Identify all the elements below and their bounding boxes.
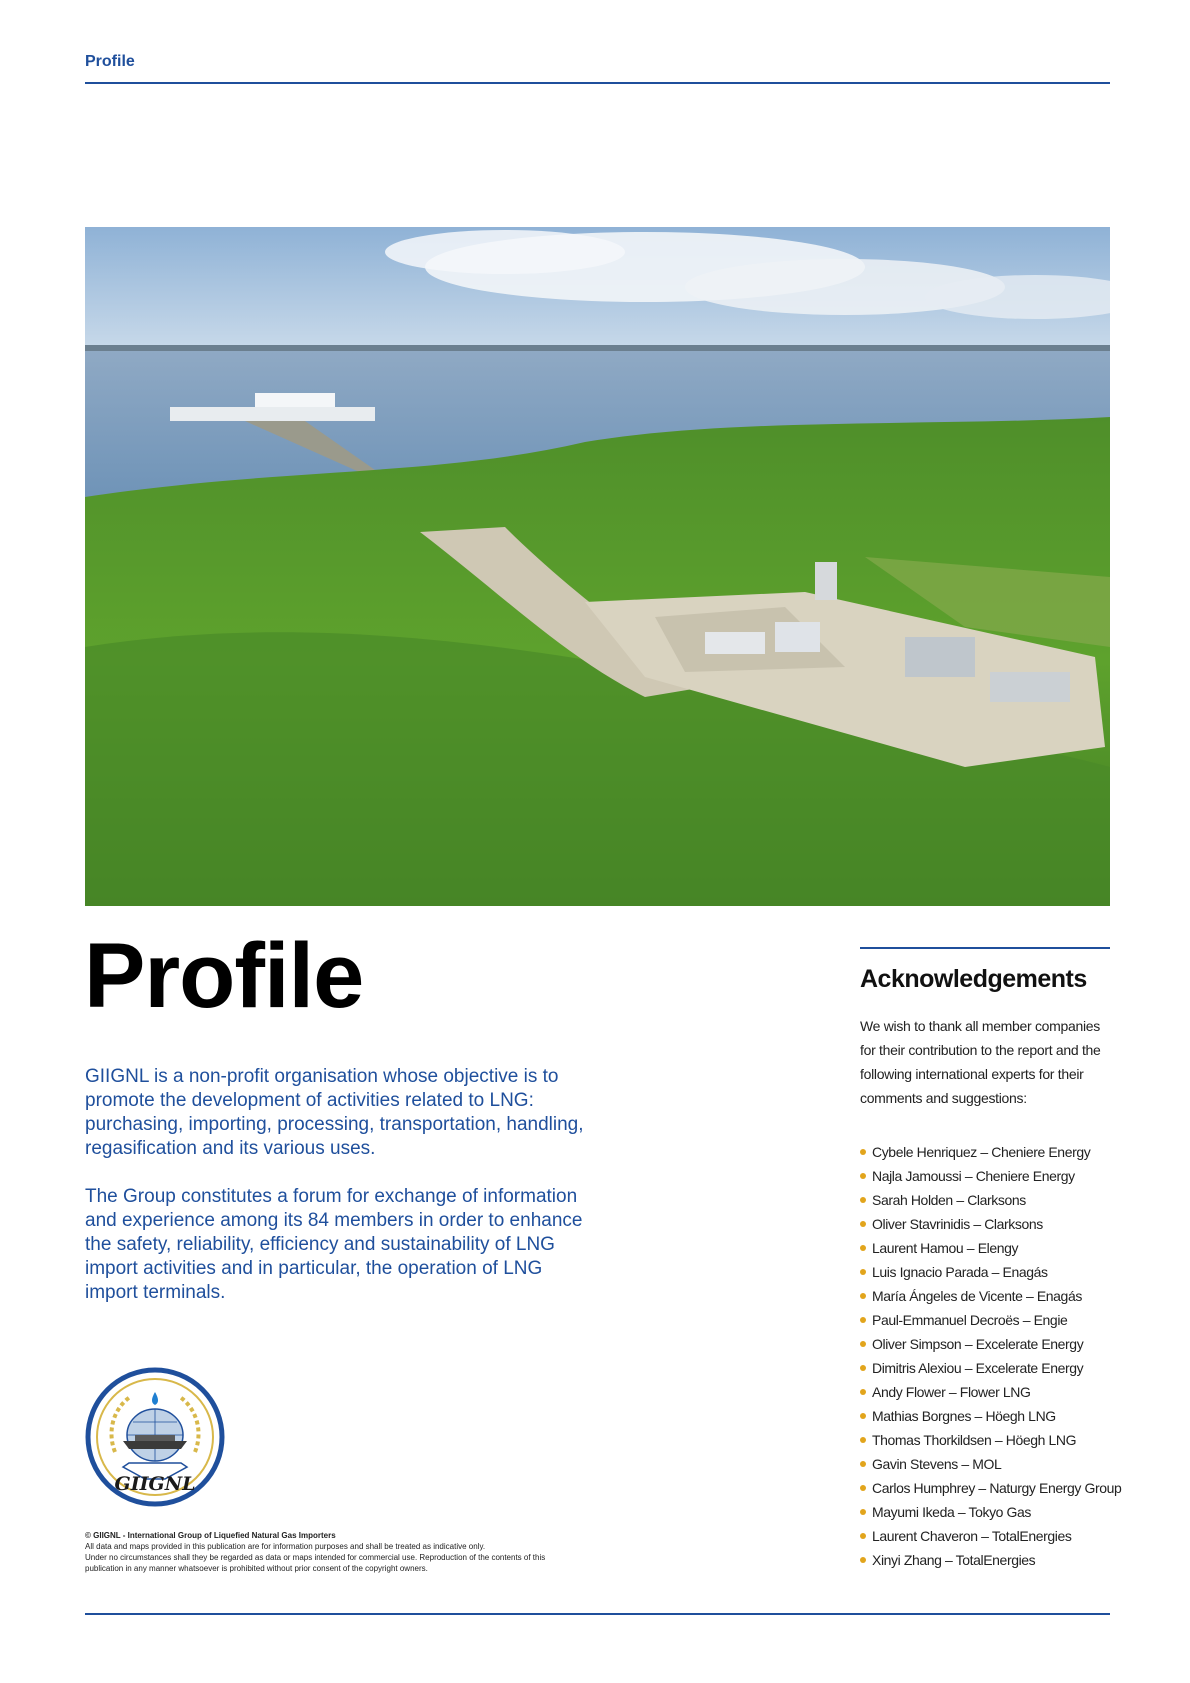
- expert-name: Carlos Humphrey: [872, 1480, 975, 1496]
- expert-list-item: [860, 1308, 1110, 1332]
- logo-wordmark: GIIGNL: [114, 1473, 196, 1495]
- expert-separator: –: [991, 1432, 1006, 1448]
- page-title: Profile: [84, 925, 364, 1027]
- expert-name: Dimitris Alexiou: [872, 1360, 962, 1376]
- bullet-icon: [860, 1269, 866, 1275]
- bullet-icon: [860, 1557, 866, 1563]
- expert-name: María Ángeles de Vicente: [872, 1288, 1023, 1304]
- expert-list-item: [860, 1140, 1110, 1164]
- expert-company: Höegh LNG: [985, 1408, 1056, 1424]
- expert-list-item: [860, 1476, 1122, 1500]
- bullet-icon: [860, 1317, 866, 1323]
- expert-company: Höegh LNG: [1005, 1432, 1077, 1448]
- expert-name: Gavin Stevens: [872, 1456, 958, 1472]
- expert-name: Laurent Hamou: [872, 1240, 964, 1256]
- expert-name: Oliver Stavrinidis: [872, 1216, 970, 1232]
- intro-text: [85, 1065, 585, 1329]
- bullet-icon: [860, 1221, 866, 1227]
- intro-paragraph: GIIGNL is a non-profit organisation whose objective is to promote the development of activities related to LNG: purchasing, importing, processing, transportation, handling, regasification and its various uses.: [85, 1066, 584, 1159]
- expert-separator: –: [961, 1336, 976, 1352]
- expert-name: Oliver Simpson: [872, 1336, 962, 1352]
- bullet-icon: [860, 1365, 866, 1371]
- copyright-line: All data and maps provided in this publication are for information purposes and shall be treated as indicative only.: [85, 1542, 486, 1551]
- expert-separator: –: [945, 1384, 960, 1400]
- expert-separator: –: [988, 1264, 1003, 1280]
- expert-separator: –: [961, 1168, 976, 1184]
- expert-list-item: [860, 1164, 1110, 1188]
- bullet-icon: [860, 1485, 866, 1491]
- header-rule: [85, 82, 1110, 84]
- expert-separator: –: [1022, 1288, 1037, 1304]
- expert-list-item: [860, 1500, 1110, 1524]
- acknowledgements-panel: [860, 947, 1122, 1572]
- expert-list-item: [860, 1548, 1110, 1572]
- bullet-icon: [860, 1149, 866, 1155]
- expert-company: TotalEnergies: [991, 1528, 1072, 1544]
- expert-name: Najla Jamoussi: [872, 1168, 962, 1184]
- expert-separator: –: [963, 1240, 978, 1256]
- expert-company: TotalEnergies: [955, 1552, 1036, 1568]
- bullet-icon: [860, 1341, 866, 1347]
- experts-list: [860, 1140, 1122, 1572]
- expert-company: Elengy: [977, 1240, 1019, 1256]
- expert-separator: –: [954, 1504, 969, 1520]
- expert-company: Enagás: [1036, 1288, 1082, 1304]
- copyright-notice: [85, 1530, 575, 1574]
- acknowledgements-intro: We wish to thank all member companies for their contribution to the report and the following international experts for their comments and suggestions:: [860, 1018, 1101, 1106]
- expert-separator: –: [1019, 1312, 1034, 1328]
- expert-separator: –: [977, 1528, 992, 1544]
- running-header: Profile: [85, 53, 135, 70]
- bullet-icon: [860, 1389, 866, 1395]
- expert-list-item: [860, 1380, 1110, 1404]
- expert-name: Thomas Thorkildsen: [872, 1432, 992, 1448]
- bullet-icon: [860, 1533, 866, 1539]
- expert-name: Paul-Emmanuel Decroës: [872, 1312, 1020, 1328]
- expert-company: Cheniere Energy: [975, 1168, 1075, 1184]
- expert-separator: –: [952, 1192, 968, 1208]
- copyright-line: © GIIGNL - International Group of Liquefied Natural Gas Importers: [85, 1531, 336, 1540]
- expert-company: Flower LNG: [959, 1384, 1031, 1400]
- expert-company: MOL: [972, 1456, 1002, 1472]
- expert-company: Enagás: [1002, 1264, 1048, 1280]
- expert-list-item: [860, 1452, 1110, 1476]
- expert-company: Engie: [1033, 1312, 1068, 1328]
- footer-rule: [85, 1613, 1110, 1615]
- expert-company: Tokyo Gas: [968, 1504, 1032, 1520]
- bullet-icon: [860, 1461, 866, 1467]
- expert-list-item: [860, 1260, 1110, 1284]
- expert-company: Clarksons: [984, 1216, 1043, 1232]
- expert-separator: –: [957, 1456, 973, 1472]
- expert-name: Andy Flower: [872, 1384, 946, 1400]
- expert-separator: –: [974, 1480, 990, 1496]
- expert-company: Cheniere Energy: [991, 1144, 1091, 1160]
- expert-name: Laurent Chaveron: [872, 1528, 978, 1544]
- expert-name: Cybele Henriquez: [872, 1144, 977, 1160]
- bullet-icon: [860, 1197, 866, 1203]
- expert-company: Clarksons: [967, 1192, 1026, 1208]
- bullet-icon: [860, 1509, 866, 1515]
- expert-name: Mathias Borgnes: [872, 1408, 972, 1424]
- expert-list-item: [860, 1356, 1110, 1380]
- expert-list-item: [860, 1236, 1110, 1260]
- acknowledgements-rule: [860, 947, 1110, 949]
- expert-list-item: [860, 1188, 1110, 1212]
- expert-list-item: [860, 1404, 1110, 1428]
- expert-separator: –: [941, 1552, 956, 1568]
- expert-separator: –: [971, 1408, 986, 1424]
- expert-list-item: [860, 1212, 1110, 1236]
- bullet-icon: [860, 1173, 866, 1179]
- expert-company: Excelerate Energy: [975, 1336, 1084, 1352]
- expert-name: Xinyi Zhang: [872, 1552, 942, 1568]
- giignl-logo: [85, 1367, 225, 1507]
- acknowledgements-title: Acknowledgements: [860, 965, 1087, 993]
- expert-company: Excelerate Energy: [975, 1360, 1084, 1376]
- expert-separator: –: [969, 1216, 985, 1232]
- bullet-icon: [860, 1437, 866, 1443]
- expert-separator: –: [976, 1144, 992, 1160]
- expert-list-item: [860, 1524, 1110, 1548]
- expert-list-item: [860, 1332, 1110, 1356]
- expert-name: Luis Ignacio Parada: [872, 1264, 989, 1280]
- intro-paragraph: The Group constitutes a forum for exchange of information and experience among its 84 members in order to enhance the safety, reliability, efficiency and sustainability of LNG import activities and in particular, the operation of LNG import terminals.: [85, 1186, 583, 1303]
- copyright-line: Under no circumstances shall they be regarded as data or maps intended for commercial use. Reproduction of the contents of this publication in any manner whatsoever is prohibited without prior consent of the copyright owners.: [85, 1553, 546, 1573]
- bullet-icon: [860, 1413, 866, 1419]
- lng-terminal-aerial-photo: [85, 227, 1110, 906]
- expert-name: Mayumi Ikeda: [872, 1504, 955, 1520]
- expert-list-item: [860, 1284, 1110, 1308]
- expert-company: Naturgy Energy Group: [989, 1480, 1122, 1496]
- expert-name: Sarah Holden: [872, 1192, 953, 1208]
- expert-list-item: [860, 1428, 1110, 1452]
- expert-separator: –: [961, 1360, 976, 1376]
- bullet-icon: [860, 1245, 866, 1251]
- bullet-icon: [860, 1293, 866, 1299]
